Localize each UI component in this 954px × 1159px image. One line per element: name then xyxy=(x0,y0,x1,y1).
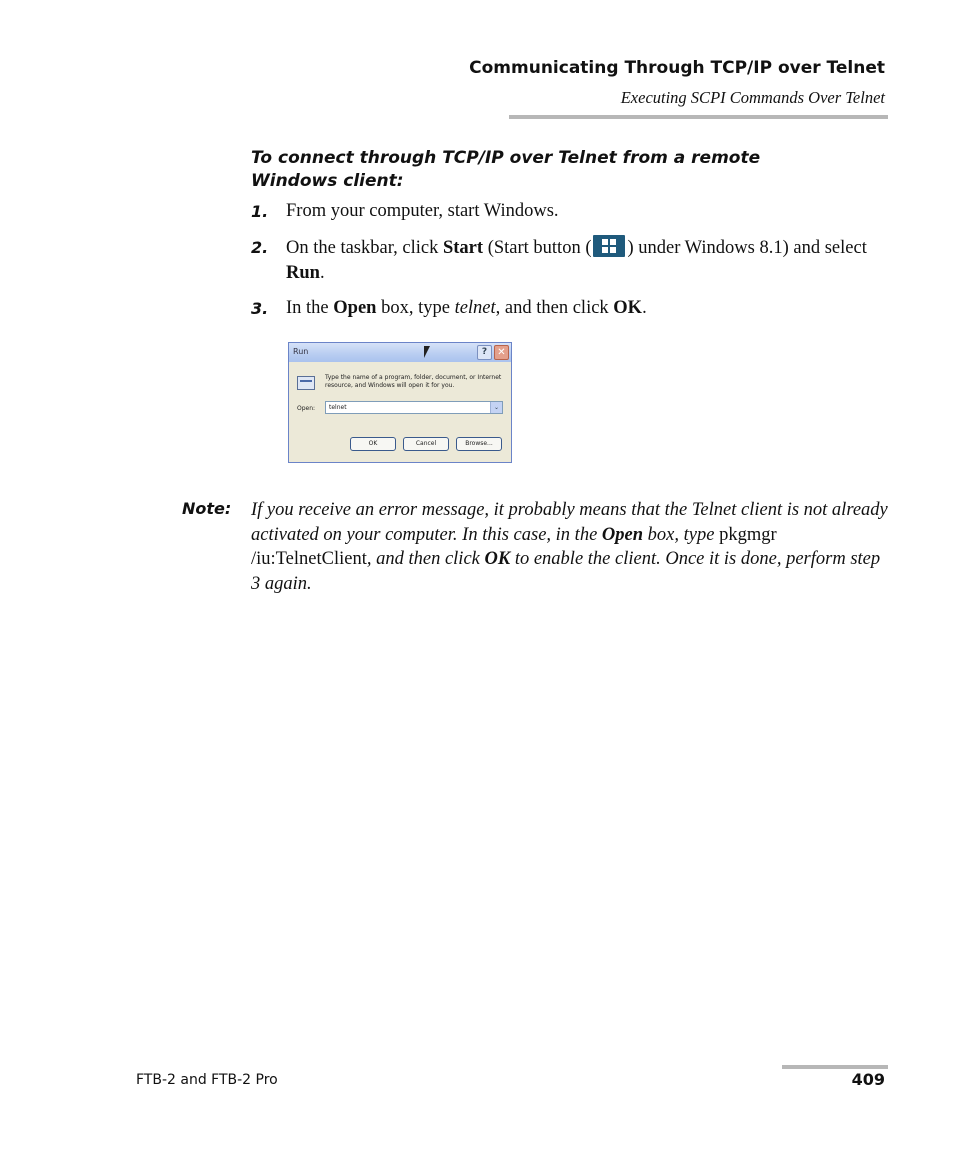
text-run: In the xyxy=(286,298,334,318)
text-run: to enable the client. Once it is done, perform step 3 again. xyxy=(251,549,881,594)
open-label: Open: xyxy=(297,405,316,412)
text-run: (Start button ( xyxy=(483,238,592,258)
step-text: From your computer, start Windows. xyxy=(286,201,559,221)
close-icon[interactable]: ✕ xyxy=(494,345,509,360)
page-number: 409 xyxy=(851,1070,885,1089)
header-rule xyxy=(509,115,888,119)
bold-ok: OK xyxy=(484,549,511,569)
step-text xyxy=(286,296,896,321)
procedure-title: To connect through TCP/IP over Telnet from a remote Windows client: xyxy=(251,148,761,191)
step-number: 1. xyxy=(251,202,269,221)
mouse-pointer-icon xyxy=(424,346,430,358)
italic-telnet: telnet xyxy=(454,298,496,318)
note-label: Note: xyxy=(182,499,232,518)
bold-open: Open xyxy=(601,524,644,545)
text-run: box, type xyxy=(643,524,720,545)
dialog-title-bar xyxy=(289,343,511,362)
step-number: 2. xyxy=(251,238,269,257)
footer-product: FTB-2 and FTB-2 Pro xyxy=(136,1072,278,1088)
run-dialog-screenshot xyxy=(288,342,512,463)
open-input-value: telnet xyxy=(329,404,347,411)
text-run: , and then click xyxy=(366,549,485,569)
bold-run: Run xyxy=(286,263,320,283)
text-run: ) under Windows 8.1) and select xyxy=(627,238,867,258)
run-program-icon xyxy=(297,376,315,390)
bold-start: Start xyxy=(442,238,484,258)
text-run: . xyxy=(319,263,325,283)
text-run: box, type xyxy=(376,298,455,318)
browse-button[interactable]: Browse... xyxy=(456,437,502,451)
cancel-button[interactable]: Cancel xyxy=(403,437,449,451)
note-body xyxy=(251,498,891,596)
text-run: . xyxy=(642,298,647,318)
text-run: If you receive an error message, it probably means that the Telnet client is not already activated on your computer. In this case, in the xyxy=(251,500,888,545)
bold-ok: OK xyxy=(613,298,643,318)
footer-rule xyxy=(782,1065,888,1069)
chevron-down-icon[interactable]: ⌄ xyxy=(490,402,502,413)
open-input[interactable] xyxy=(325,401,503,414)
windows-start-icon xyxy=(593,235,625,257)
command-text: pkgmgr /iu:TelnetClient xyxy=(251,524,777,569)
dialog-message: Type the name of a program, folder, document, or Internet resource, and Windows will open it for you. xyxy=(325,374,502,389)
header-title: Communicating Through TCP/IP over Telnet xyxy=(469,58,885,78)
bold-open: Open xyxy=(333,298,377,318)
ok-button[interactable]: OK xyxy=(350,437,396,451)
step-number: 3. xyxy=(251,299,269,318)
text-run: , and then click xyxy=(495,298,614,318)
help-icon[interactable]: ? xyxy=(477,345,492,360)
header-subtitle: Executing SCPI Commands Over Telnet xyxy=(620,88,885,107)
step-text xyxy=(286,235,896,286)
dialog-title: Run xyxy=(293,347,309,356)
text-run: On the taskbar, click xyxy=(286,238,443,258)
